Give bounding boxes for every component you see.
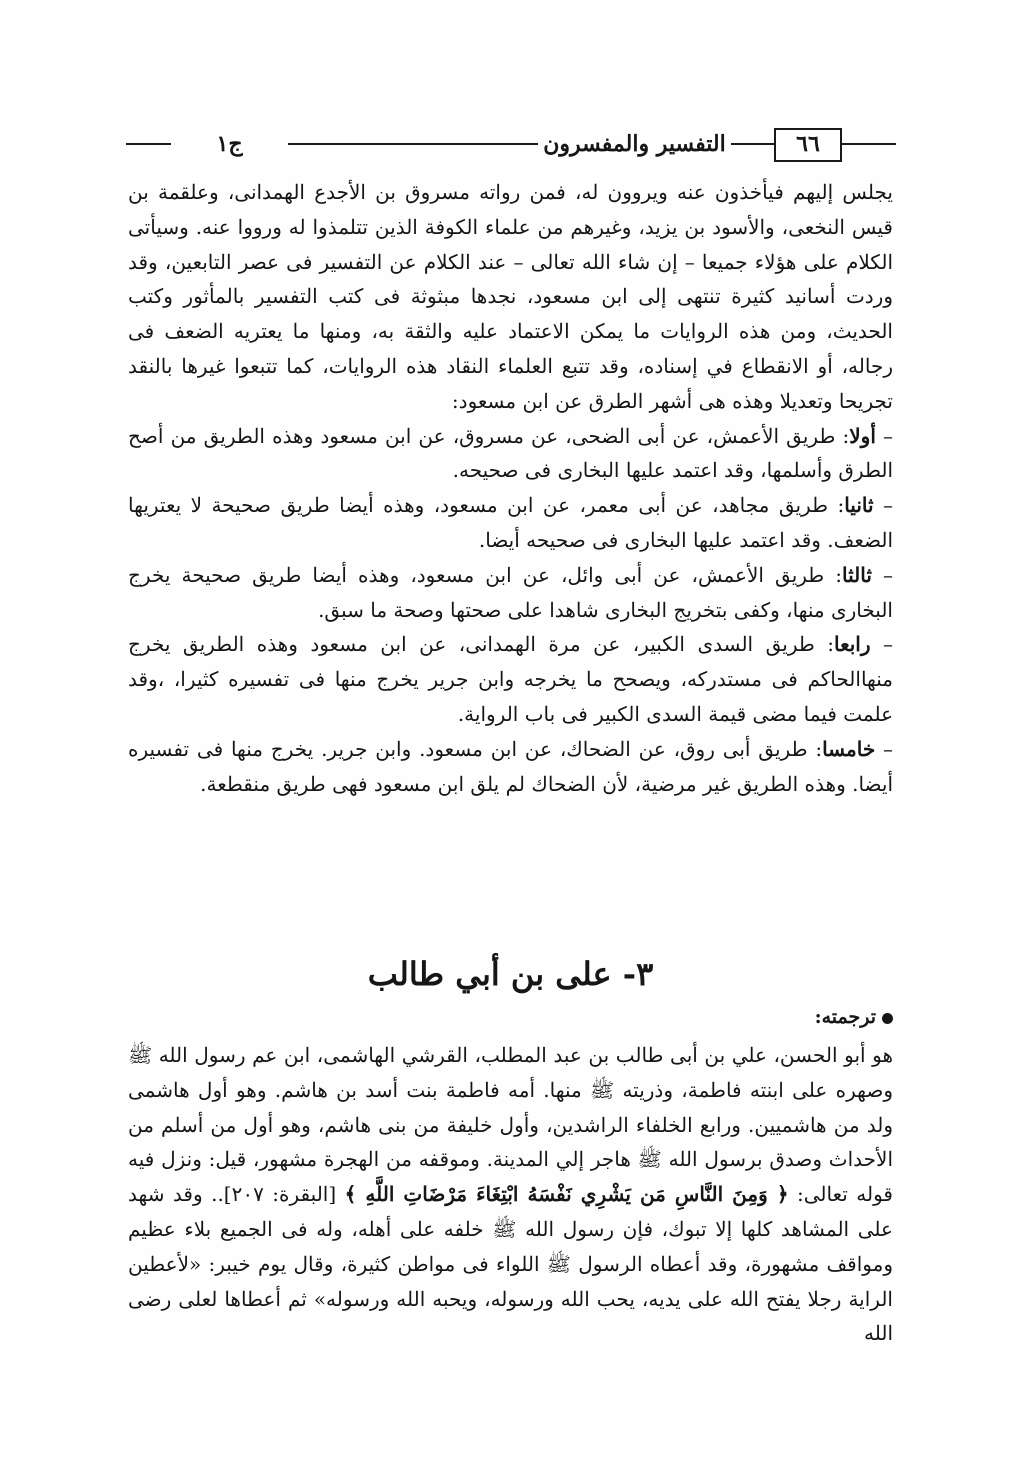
route-label: ثانيا <box>844 493 874 518</box>
page-number-box: ٦٦ <box>774 128 842 162</box>
route-label: ثالثا <box>842 562 872 587</box>
bullet-icon <box>882 1013 893 1024</box>
page-header <box>126 128 896 168</box>
subheading-label: ترجمته: <box>814 1006 876 1028</box>
subheading-biography <box>128 1002 893 1032</box>
route-text: : طريق السدى الكبير، عن مرة الهمدانى، عن ابن مسعود وهذه الطريق يخرج منهاالحاكم فى مستدركه، ويصحح ما يخرجه وابن جرير يخرج منها فى تفسيره كثيرا، ،وقد علمت فيما مضى قيمة السدى الكبير فى باب الرواية. <box>128 632 893 726</box>
header-rule-left <box>126 143 171 145</box>
section-heading-ali: ٣- على بن أبي طالب <box>367 955 654 993</box>
route-label: رابعا <box>834 632 871 657</box>
route-paragraph-3: – ثالثا: طريق الأعمش، عن أبى وائل، عن ابن مسعود، وهذه أيضا طريق صحيحة يخرج البخارى منها، وكفى بتخريج البخارى شاهدا على صحتها وصحة ما سبق. <box>128 562 894 622</box>
header-rule-middle <box>288 143 538 145</box>
intro-paragraph: يجلس إليهم فيأخذون عنه ويروون له، فمن رواته مسروق بن الأجدع الهمدانى، وعلقمة بن قيس النخعى، والأسود بن يزيد، وغيرهم من علماء الكوفة الذين تتلمذوا له ورووا عنه. وسيأتى الكلام على هؤلاء جميعا – إن شاء الله تعالى – عند الكلام عن التفسير فى عصر التابعين، وقد وردت أسانيد كثيرة تنتهى إلى ابن مسعود، نجدها مبثوثة فى كتب التفسير بالمأثور وكتب الحديث، ومن هذه الروايات ما يمكن الاعتماد عليه والثقة به، ومنها ما يعتريه الضعف فى رجاله، أو الانقطاع في إسناده، وقد تتبع العلماء النقاد هذه الروايات، كما تتبعوا غيرها بالنقد تجريحا وتعديلا وهذه هى أشهر الطرق عن ابن مسعود: <box>128 180 893 413</box>
route-text: : طريق الأعمش، عن أبى الضحى، عن مسروق، عن ابن مسعود وهذه الطريق من أصح الطرق وأسلمها، وقد اعتمد عليها البخارى فى صحيحه. <box>128 423 893 483</box>
section-ibn-masud <box>128 175 893 801</box>
route-paragraph-2: – ثانيا: طريق مجاهد، عن أبى معمر، عن ابن مسعود، وهذه أيضا طريق صحيحة لا يعتريها الضعف. وقد اعتمد عليها البخارى فى صحيحه أيضا. <box>128 493 894 552</box>
quran-verse: ﴿ وَمِنَ النَّاسِ مَن يَشْرِي نَفْسَهُ ابْتِغَاءَ مَرْضَاتِ اللَّهِ ﴾ <box>344 1182 789 1207</box>
biography-paragraph <box>128 1038 893 1351</box>
section-ali-biography <box>128 1038 893 1351</box>
route-text: : طريق أبى روق، عن الضحاك، عن ابن مسعود. وابن جرير. يخرج منها فى تفسيره أيضا. وهذه الطريق غير مرضية، لأن الضحاك لم يلق ابن مسعود فهى طريق منقطعة. <box>128 736 893 796</box>
biography-text-b: [البقرة: ٢٠٧].. وقد شهد على المشاهد كلها إلا تبوك، فإن رسول الله ﷺ خلفه على أهله، وله فى الجميع بلاء عظيم ومواقف مشهورة، وقد أعطاه الرسول ﷺ اللواء فى مواطن كثيرة، وقال يوم خيبر: «لأعطين الراية رجلا يفتح الله على يديه، يحب الله ورسوله، ويحبه الله ورسوله» ثم أعطاها لعلى رضى الله <box>128 1182 893 1346</box>
biography-text-a: هو أبو الحسن، علي بن أبى طالب بن عبد المطلب، القرشي الهاشمى، ابن عم رسول الله ﷺ وصهره على ابنته فاطمة، وذريته ﷺ منها. أمه فاطمة بنت أسد بن هاشم. وهو أول هاشمى ولد من هاشميين. ورابع الخلفاء الراشدين، وأول خليفة من بنى هاشم، وهو أول من أسلم من الأحداث وصدق برسول الله ﷺ هاجر إلي المدينة. وموقفه من الهجرة مشهور، قيل: ونزل فيه قوله تعالى: <box>128 1043 893 1207</box>
route-paragraph-5: – خامسا: طريق أبى روق، عن الضحاك، عن ابن مسعود. وابن جرير. يخرج منها فى تفسيره أيضا. وهذه الطريق غير مرضية، لأن الضحاك لم يلق ابن مسعود فهى طريق منقطعة. <box>128 736 894 796</box>
route-text: : طريق مجاهد، عن أبى معمر، عن ابن مسعود، وهذه أيضا طريق صحيحة لا يعتريها الضعف. وقد اعتمد عليها البخارى فى صحيحه أيضا. <box>128 493 893 552</box>
running-title: التفسير والمفسرون <box>543 131 726 157</box>
route-paragraph-1: – أولا: طريق الأعمش، عن أبى الضحى، عن مسروق، عن ابن مسعود وهذه الطريق من أصح الطرق وأسلمها، وقد اعتمد عليها البخارى فى صحيحه. <box>128 423 893 483</box>
route-label: أولا <box>849 423 876 448</box>
running-volume: ج١ <box>216 131 243 157</box>
route-paragraph-4: – رابعا: طريق السدى الكبير، عن مرة الهمدانى، عن ابن مسعود وهذه الطريق يخرج منهاالحاكم فى مستدركه، ويصحح ما يخرجه وابن جرير يخرج منها فى تفسيره كثيرا، ،وقد علمت فيما مضى قيمة السدى الكبير فى باب الرواية. <box>128 632 894 726</box>
route-label: خامسا <box>822 736 876 761</box>
route-text: : طريق الأعمش، عن أبى وائل، عن ابن مسعود، وهذه أيضا طريق صحيحة يخرج البخارى منها، وكفى بتخريج البخارى شاهدا على صحتها وصحة ما سبق. <box>128 562 893 622</box>
